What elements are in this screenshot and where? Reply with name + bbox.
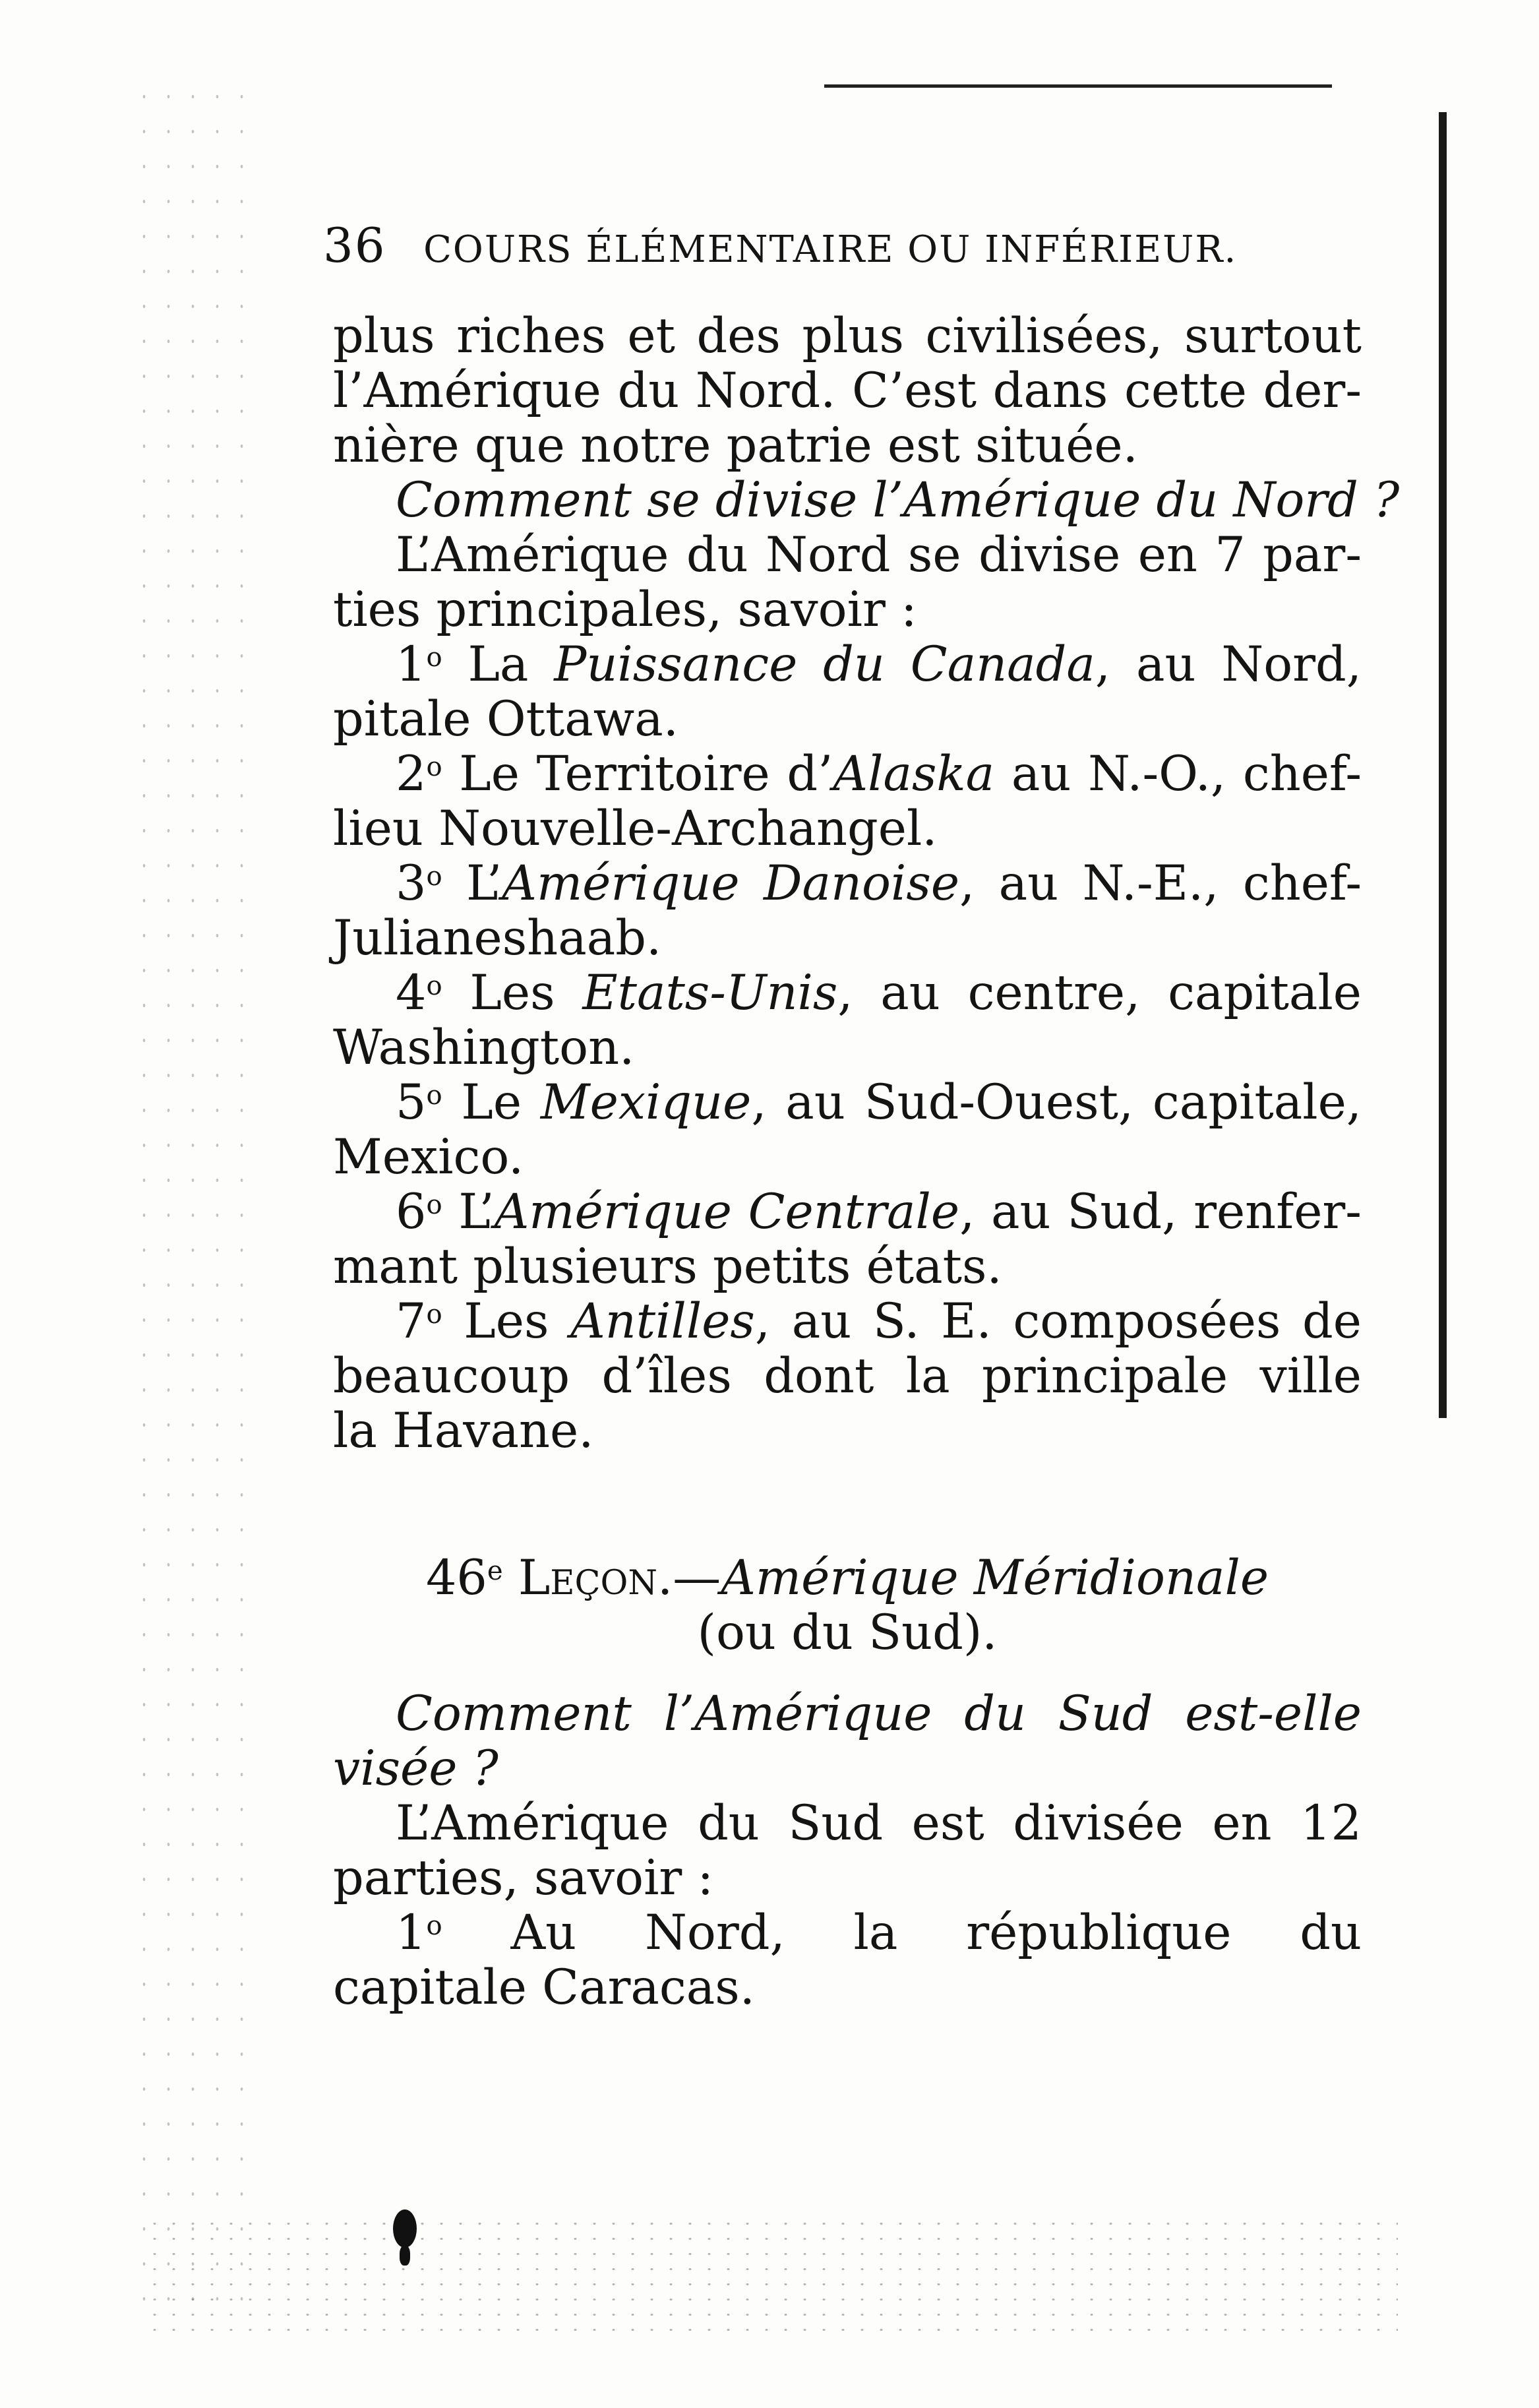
top-printed-rule	[824, 84, 1332, 88]
list-item: 7$^o$ Les Antilles, au S. E. composées de	[396, 1294, 1362, 1349]
paper-speckle-bottom	[145, 2216, 1398, 2341]
section-spacer	[333, 1660, 1362, 1686]
lesson-heading: 46e Leçon.—Amérique Méridionale	[425, 1550, 1269, 1606]
list-item-continuation: capitale Caracas.	[333, 1960, 755, 2016]
text-line: L’Amérique du Nord se divise en 7 par-	[396, 528, 1362, 582]
page-header	[323, 218, 1391, 273]
list-item-continuation: lieu Nouvelle-Archangel.	[333, 801, 938, 857]
page-text	[333, 309, 1400, 2016]
list-item-continuation: Mexico.	[333, 1129, 524, 1185]
text-line: ties principales, savoir :	[333, 582, 917, 638]
section-spacer	[333, 1458, 1362, 1551]
list-item-continuation: pitale Ottawa.	[333, 691, 679, 747]
lesson-subheading: (ou du Sud).	[697, 1605, 998, 1661]
page-number: 36	[323, 218, 386, 273]
list-item-continuation: Julianeshaab.	[333, 910, 662, 966]
list-item: 3$^o$ L’Amérique Danoise, au N.-E., chef-	[396, 856, 1362, 911]
text-line: parties, savoir :	[333, 1850, 714, 1906]
running-head: COURS ÉLÉMENTAIRE OU INFÉRIEUR.	[423, 228, 1238, 271]
list-item-continuation: mant plusieurs petits états.	[333, 1239, 1002, 1295]
text-line: plus riches et des plus civilisées, surtout	[333, 309, 1362, 363]
list-item-continuation: beaucoup d’îles dont la principale ville	[333, 1349, 1362, 1404]
list-item-continuation: Washington.	[333, 1020, 635, 1076]
text-line: L’Amérique du Sud est divisée en 12	[396, 1796, 1362, 1851]
paper-speckle-left	[132, 79, 264, 2322]
list-item: 4$^o$ Les Etats-Unis, au centre, capitale	[396, 966, 1362, 1020]
list-item: 2$^o$ Le Territoire d’Alaska au N.-O., chef-	[396, 747, 1362, 801]
ink-blot	[393, 2209, 417, 2248]
text-line: nière que notre patrie est située.	[333, 417, 1138, 474]
list-item: 1$^o$ La Puissance du Canada, au Nord,	[396, 637, 1362, 692]
list-item: 1$^o$ Au Nord, la république du	[396, 1905, 1362, 1960]
question-line: Comment se divise l’Amérique du Nord ?	[396, 472, 1400, 528]
question-line: Comment l’Amérique du Sud est-elle	[396, 1686, 1362, 1741]
binding-edge-line	[1439, 112, 1447, 1418]
text-line: l’Amérique du Nord. C’est dans cette der-	[333, 363, 1362, 418]
list-item: 6$^o$ L’Amérique Centrale, au Sud, renfer-	[396, 1185, 1362, 1239]
list-item: 5$^o$ Le Mexique, au Sud-Ouest, capitale,	[396, 1075, 1362, 1130]
ink-blot	[400, 2246, 410, 2266]
question-line: visée ?	[333, 1741, 498, 1797]
list-item-continuation: la Havane.	[333, 1403, 594, 1459]
